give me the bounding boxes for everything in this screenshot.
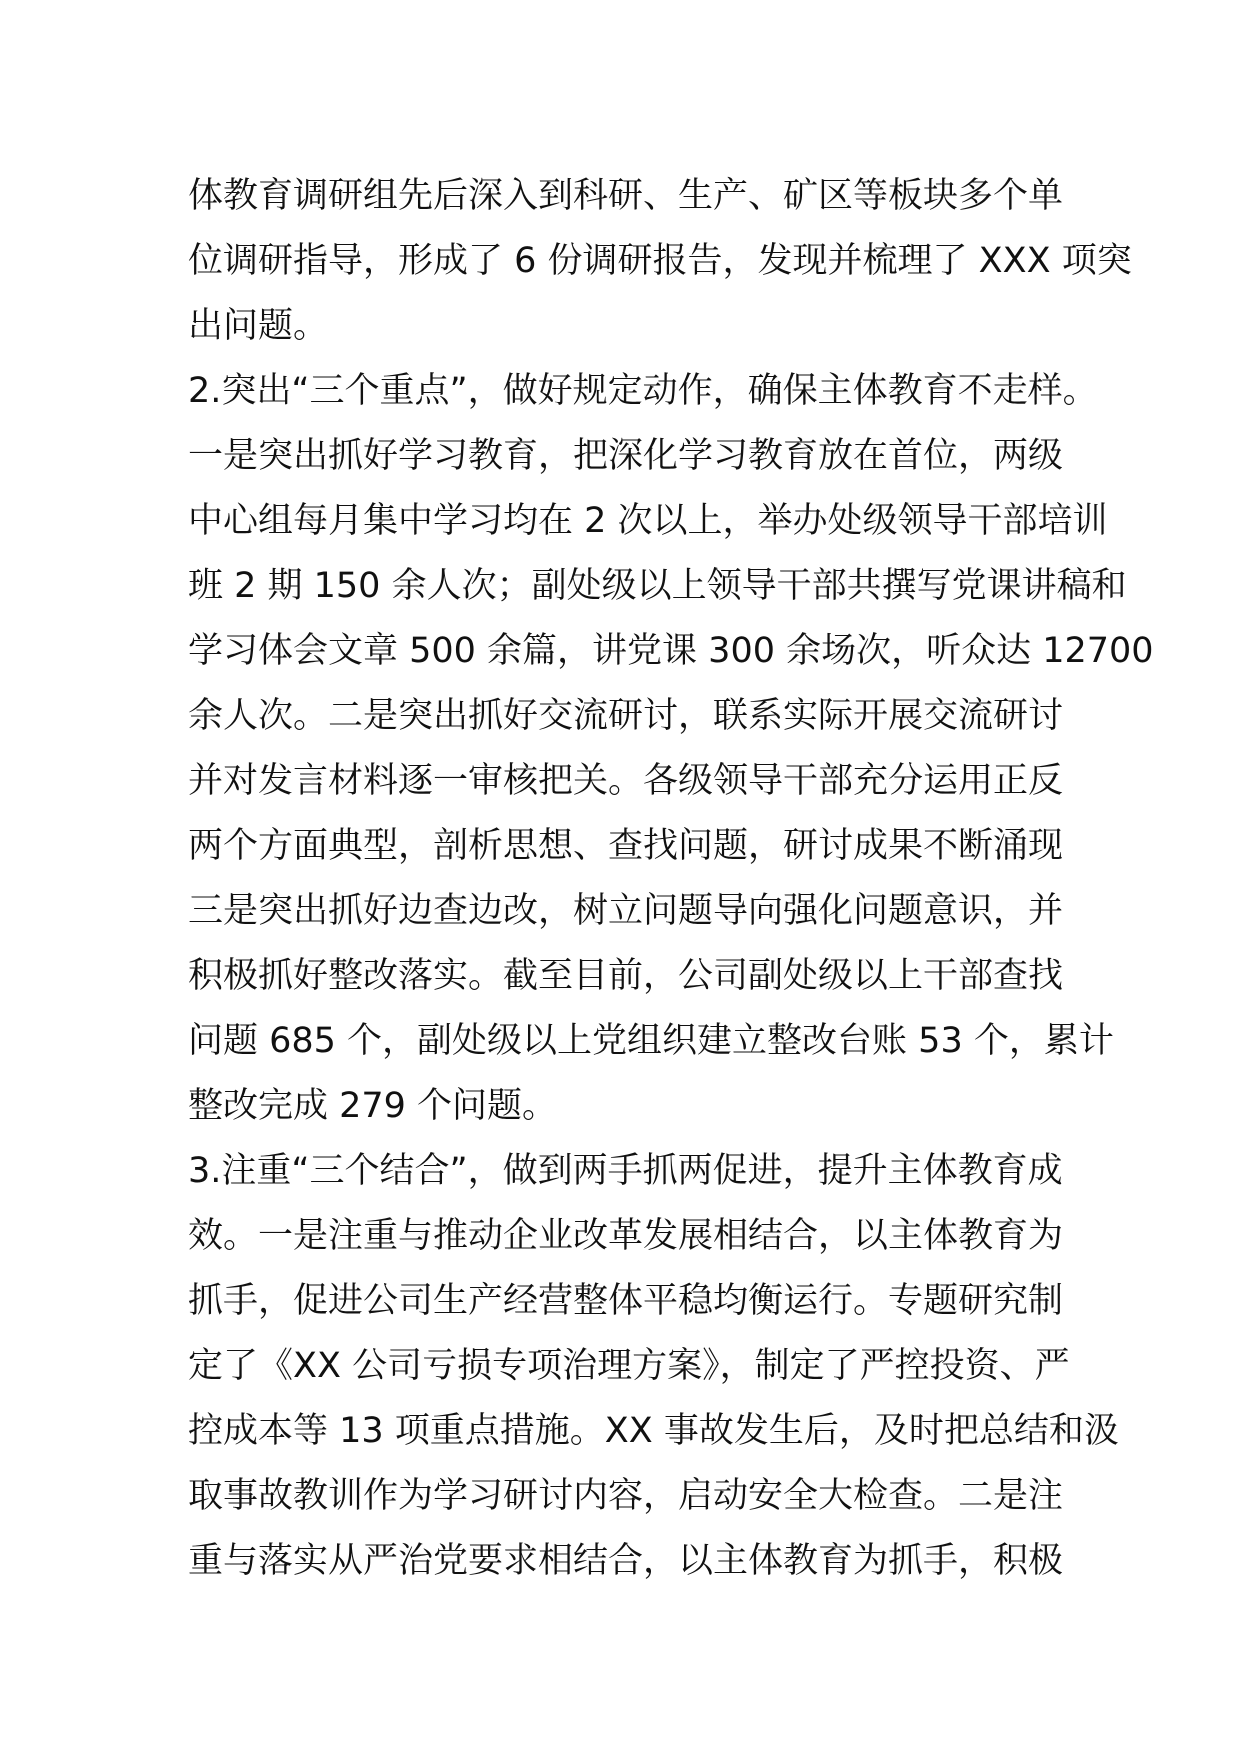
text-line: 取事故教训作为学习研讨内容，启动安全大检查。二是注 <box>188 1476 1064 1516</box>
section-heading-line: 2.突出“三个重点”，做好规定动作，确保主体教育不走样。 <box>188 371 1098 411</box>
text-line: 重与落实从严治党要求相结合，以主体教育为抓手，积极 <box>188 1541 1064 1581</box>
text-line: 学习体会文章 500 余篇，讲党课 300 余场次，听众达 12700 <box>188 631 1154 671</box>
text-line: 体教育调研组先后深入到科研、生产、矿区等板块多个单 <box>188 176 1064 216</box>
text-line: 整改完成 279 个问题。 <box>188 1086 558 1126</box>
text-line: 定了《XX 公司亏损专项治理方案》，制定了严控投资、严 <box>188 1346 1070 1386</box>
body-text <box>188 164 1154 1594</box>
text-line: 一是突出抓好学习教育，把深化学习教育放在首位，两级 <box>188 436 1064 476</box>
text-line: 抓手，促进公司生产经营整体平稳均衡运行。专题研究制 <box>188 1281 1064 1321</box>
text-line: 问题 685 个，副处级以上党组织建立整改台账 53 个，累计 <box>188 1021 1114 1061</box>
text-line: 班 2 期 150 余人次；副处级以上领导干部共撰写党课讲稿和 <box>188 566 1127 606</box>
text-line: 三是突出抓好边查边改，树立问题导向强化问题意识，并 <box>188 891 1064 931</box>
text-line: 控成本等 13 项重点措施。XX 事故发生后，及时把总结和汲 <box>188 1411 1119 1451</box>
text-line: 并对发言材料逐一审核把关。各级领导干部充分运用正反 <box>188 761 1064 801</box>
text-line: 中心组每月集中学习均在 2 次以上，举办处级领导干部培训 <box>188 501 1108 541</box>
text-line: 两个方面典型，剖析思想、查找问题，研讨成果不断涌现 <box>188 826 1064 866</box>
text-line: 积极抓好整改落实。截至目前，公司副处级以上干部查找 <box>188 956 1064 996</box>
text-line: 位调研指导，形成了 6 份调研报告，发现并梳理了 XXX 项突 <box>188 241 1132 281</box>
text-line: 余人次。二是突出抓好交流研讨，联系实际开展交流研讨 <box>188 696 1064 736</box>
section-heading-line: 3.注重“三个结合”，做到两手抓两促进，提升主体教育成 <box>188 1151 1063 1191</box>
text-line: 出问题。 <box>188 306 329 346</box>
text-line: 效。一是注重与推动企业改革发展相结合，以主体教育为 <box>188 1216 1064 1256</box>
